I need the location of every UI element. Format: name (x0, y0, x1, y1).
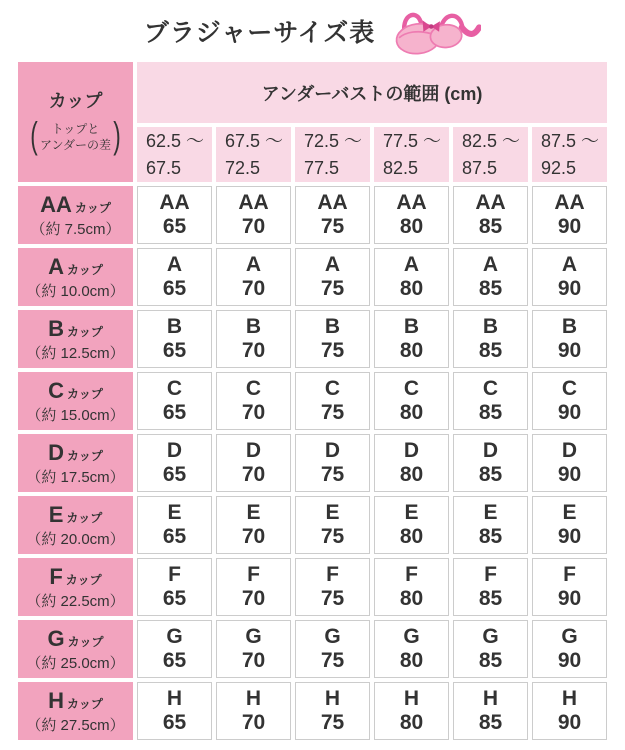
size-band: 90 (557, 711, 582, 734)
size-band: 65 (162, 277, 187, 300)
cup-suffix: カップ (67, 634, 104, 649)
row-label (18, 310, 133, 368)
cup-name (49, 501, 103, 530)
size-cup: E (167, 500, 182, 524)
size-band: 65 (162, 215, 187, 238)
bra-icon (385, 3, 481, 62)
cup-letter: F (49, 563, 63, 589)
col-header-range-start: 87.5 ～ (541, 131, 600, 152)
size-cup: C (561, 376, 578, 400)
size-band: 75 (320, 649, 345, 672)
size-cup: G (403, 624, 420, 648)
size-table (18, 62, 607, 740)
size-cup: F (405, 562, 418, 586)
size-band: 80 (399, 587, 424, 610)
size-cell (374, 248, 449, 306)
cup-letter: A (48, 253, 64, 279)
size-cell (453, 620, 528, 678)
cup-name (48, 687, 103, 716)
size-cup: C (324, 376, 341, 400)
size-cup: D (403, 438, 420, 462)
size-cup: A (482, 252, 499, 276)
size-cup: AA (554, 190, 585, 214)
cup-name (48, 253, 103, 282)
size-cup: A (403, 252, 420, 276)
size-cell (295, 248, 370, 306)
size-cell (295, 310, 370, 368)
size-cup: B (245, 314, 262, 338)
cup-letter: C (48, 377, 64, 403)
size-cup: H (561, 686, 578, 710)
size-band: 85 (478, 463, 503, 486)
cup-note-line2: アンダーの差 (39, 138, 112, 152)
size-band: 80 (399, 339, 424, 362)
cup-header-label: カップ (48, 90, 103, 111)
size-band: 90 (557, 339, 582, 362)
size-cup: H (403, 686, 420, 710)
size-cell (532, 248, 607, 306)
size-band: 65 (162, 463, 187, 486)
size-cup: C (166, 376, 183, 400)
size-band: 85 (478, 339, 503, 362)
size-band: 70 (241, 215, 266, 238)
cup-name (48, 439, 103, 468)
cup-name (48, 315, 103, 344)
col-header (295, 127, 370, 182)
size-band: 70 (241, 339, 266, 362)
size-cup: A (561, 252, 578, 276)
size-cup: F (563, 562, 576, 586)
size-band: 80 (399, 215, 424, 238)
cup-letter: E (48, 501, 64, 527)
size-cell (216, 310, 291, 368)
size-band: 85 (478, 401, 503, 424)
size-cell (453, 496, 528, 554)
size-cup: AA (317, 190, 348, 214)
size-cell (374, 496, 449, 554)
cup-suffix: カップ (67, 262, 103, 277)
size-band: 70 (241, 401, 266, 424)
size-band: 75 (320, 587, 345, 610)
row-label (18, 372, 133, 430)
size-band: 85 (478, 649, 503, 672)
size-cup: E (483, 500, 498, 524)
size-cell (137, 248, 212, 306)
size-cup: F (247, 562, 260, 586)
size-cell (532, 310, 607, 368)
size-band: 85 (478, 711, 503, 734)
cup-suffix: カップ (67, 696, 103, 711)
size-cell (216, 248, 291, 306)
size-cup: F (484, 562, 497, 586)
cup-suffix: カップ (65, 572, 102, 587)
size-cell (295, 434, 370, 492)
size-cup: AA (396, 190, 427, 214)
size-cup: E (246, 500, 261, 524)
size-band: 85 (478, 587, 503, 610)
size-cup: D (324, 438, 341, 462)
size-band: 70 (241, 649, 266, 672)
size-cup: A (245, 252, 262, 276)
size-cell (216, 620, 291, 678)
col-header (216, 127, 291, 182)
close-paren: ) (113, 115, 121, 157)
cup-diff: （約 15.0cm） (26, 406, 125, 424)
size-band: 90 (557, 401, 582, 424)
size-band: 90 (557, 463, 582, 486)
col-header-range-end: 72.5 (225, 157, 261, 178)
row-label (18, 558, 133, 616)
size-cell (374, 372, 449, 430)
cup-diff: （約 10.0cm） (26, 282, 125, 300)
size-cell (137, 682, 212, 740)
size-cup: G (166, 624, 183, 648)
cup-letter: AA (40, 191, 72, 217)
row-label (18, 186, 133, 244)
cup-diff: （約 27.5cm） (26, 716, 125, 734)
size-band: 70 (241, 463, 266, 486)
size-band: 70 (241, 277, 266, 300)
cup-diff: （約 7.5cm） (30, 220, 121, 238)
cup-letter: G (47, 625, 65, 651)
size-cup: E (325, 500, 340, 524)
size-cup: D (561, 438, 578, 462)
size-cup: G (482, 624, 499, 648)
cup-name (47, 625, 103, 654)
size-cell (453, 310, 528, 368)
size-cell (295, 620, 370, 678)
size-cup: F (326, 562, 339, 586)
size-cup: D (482, 438, 499, 462)
size-band: 65 (162, 401, 187, 424)
size-band: 85 (478, 215, 503, 238)
size-cup: E (404, 500, 419, 524)
cup-note (29, 117, 122, 158)
size-cell (374, 186, 449, 244)
size-cell (532, 372, 607, 430)
size-band: 75 (320, 463, 345, 486)
size-cell (216, 682, 291, 740)
size-cup: H (324, 686, 341, 710)
size-cell (137, 310, 212, 368)
size-cup: AA (159, 190, 190, 214)
size-cup: H (166, 686, 183, 710)
size-band: 75 (320, 711, 345, 734)
size-cell (532, 682, 607, 740)
size-cell (532, 620, 607, 678)
size-band: 80 (399, 525, 424, 548)
cup-name (40, 191, 111, 220)
size-band: 80 (399, 711, 424, 734)
size-cell (453, 186, 528, 244)
size-cell (532, 434, 607, 492)
size-cell (216, 186, 291, 244)
col-header-range-start: 82.5 ～ (462, 131, 521, 152)
col-header-range-end: 87.5 (462, 157, 498, 178)
size-band: 75 (320, 401, 345, 424)
size-cup: B (482, 314, 499, 338)
size-cup: B (324, 314, 341, 338)
cup-diff: （約 25.0cm） (26, 654, 125, 672)
size-cup: D (166, 438, 183, 462)
size-band: 70 (241, 711, 266, 734)
size-cup: B (561, 314, 578, 338)
size-cell (137, 186, 212, 244)
size-cell (295, 186, 370, 244)
size-band: 90 (557, 587, 582, 610)
row-label (18, 434, 133, 492)
size-cell (216, 372, 291, 430)
size-cup: F (168, 562, 181, 586)
size-cup: C (482, 376, 499, 400)
size-cell (374, 558, 449, 616)
size-cell (453, 372, 528, 430)
col-header-range-start: 62.5 ～ (146, 131, 205, 152)
col-header (532, 127, 607, 182)
size-cup: B (403, 314, 420, 338)
cup-note-line1: トップと (51, 121, 100, 136)
row-label (18, 620, 133, 678)
cup-diff: （約 12.5cm） (26, 344, 125, 362)
size-cup: A (166, 252, 183, 276)
cup-suffix: カップ (74, 200, 111, 215)
size-band: 85 (478, 277, 503, 300)
size-cell (374, 434, 449, 492)
cup-diff: （約 20.0cm） (26, 530, 125, 548)
size-band: 90 (557, 525, 582, 548)
size-band: 75 (320, 277, 345, 300)
col-header-range-end: 82.5 (383, 157, 419, 178)
col-header-range-end: 67.5 (146, 157, 182, 178)
size-cell (137, 372, 212, 430)
size-cup: D (245, 438, 262, 462)
size-cup: H (245, 686, 262, 710)
size-band: 80 (399, 463, 424, 486)
size-cup: G (561, 624, 578, 648)
col-header-range-end: 92.5 (541, 157, 577, 178)
col-header (137, 127, 212, 182)
size-cell (216, 496, 291, 554)
cup-letter: B (48, 315, 64, 341)
size-cell (137, 496, 212, 554)
size-band: 65 (162, 711, 187, 734)
size-band: 90 (557, 277, 582, 300)
cup-diff: （約 17.5cm） (26, 468, 125, 486)
size-cell (453, 434, 528, 492)
size-cell (295, 372, 370, 430)
page-title: ブラジャーサイズ表 (143, 19, 376, 47)
size-band: 80 (399, 401, 424, 424)
size-band: 90 (557, 215, 582, 238)
size-cup: B (166, 314, 183, 338)
size-cell (453, 248, 528, 306)
size-cell (374, 620, 449, 678)
cup-suffix: カップ (66, 510, 103, 525)
size-band: 70 (241, 525, 266, 548)
size-cell (532, 558, 607, 616)
size-band: 75 (320, 525, 345, 548)
cup-diff: （約 22.5cm） (26, 592, 125, 610)
size-cup: C (403, 376, 420, 400)
size-cell (137, 434, 212, 492)
size-band: 65 (162, 339, 187, 362)
col-header-range-start: 72.5 ～ (304, 131, 363, 152)
size-cell (532, 496, 607, 554)
size-cell (374, 682, 449, 740)
underbust-range-header: アンダーバストの範囲 (cm) (137, 62, 607, 123)
row-label (18, 496, 133, 554)
cup-suffix: カップ (67, 324, 103, 339)
size-cell (295, 558, 370, 616)
size-cup: E (562, 500, 577, 524)
col-header-range-start: 67.5 ～ (225, 131, 284, 152)
size-cell (216, 558, 291, 616)
open-paren: ( (30, 115, 38, 157)
size-band: 75 (320, 215, 345, 238)
size-cup: G (245, 624, 262, 648)
size-cup: AA (238, 190, 269, 214)
cup-letter: H (48, 687, 64, 713)
size-cell (295, 682, 370, 740)
size-band: 65 (162, 649, 187, 672)
cup-name (48, 377, 103, 406)
size-band: 75 (320, 339, 345, 362)
row-label (18, 248, 133, 306)
col-header-range-start: 77.5 ～ (383, 131, 442, 152)
title-bar (0, 0, 625, 62)
size-band: 85 (478, 525, 503, 548)
col-header (374, 127, 449, 182)
size-cup: H (482, 686, 499, 710)
size-band: 65 (162, 525, 187, 548)
size-cell (137, 558, 212, 616)
size-cell (137, 620, 212, 678)
size-cell (453, 682, 528, 740)
col-header-range-end: 77.5 (304, 157, 340, 178)
corner-header (18, 62, 133, 182)
col-header (453, 127, 528, 182)
cup-suffix: カップ (67, 448, 103, 463)
cup-letter: D (48, 439, 64, 465)
size-band: 80 (399, 649, 424, 672)
size-band: 90 (557, 649, 582, 672)
cup-suffix: カップ (67, 386, 103, 401)
size-cup: A (324, 252, 341, 276)
size-cell (295, 496, 370, 554)
size-cup: C (245, 376, 262, 400)
cup-name (49, 563, 101, 592)
size-cup: G (324, 624, 341, 648)
size-cell (216, 434, 291, 492)
size-band: 80 (399, 277, 424, 300)
size-cup: AA (475, 190, 506, 214)
row-label (18, 682, 133, 740)
size-band: 65 (162, 587, 187, 610)
size-band: 70 (241, 587, 266, 610)
size-cell (374, 310, 449, 368)
size-cell (453, 558, 528, 616)
size-cell (532, 186, 607, 244)
